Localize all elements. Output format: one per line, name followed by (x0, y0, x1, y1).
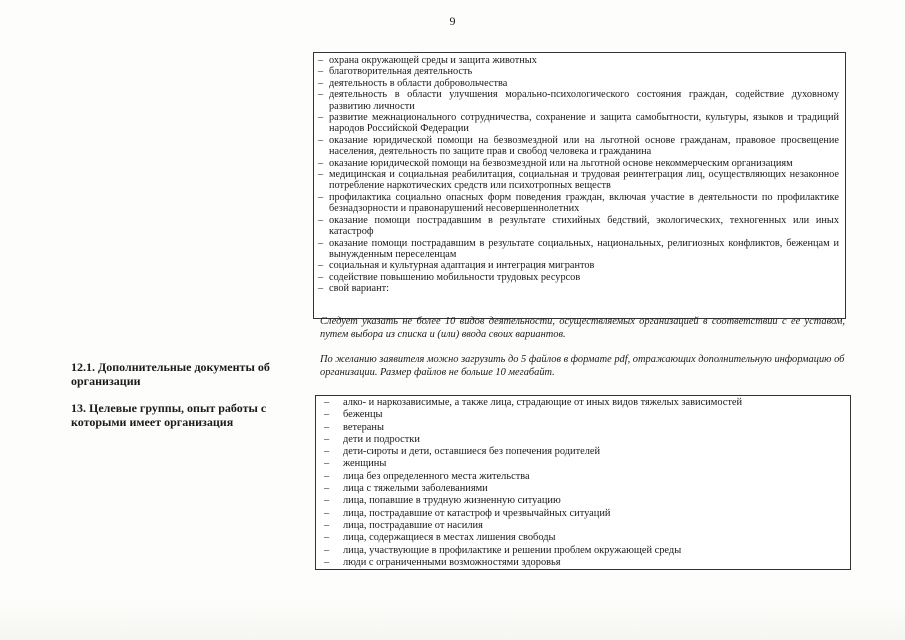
target-groups-box (315, 395, 851, 570)
list-item[interactable]: – ветераны (320, 422, 844, 434)
scan-shadow (0, 600, 905, 640)
activities-list (318, 55, 839, 295)
list-item[interactable]: – лица без определенного места жительства (320, 471, 844, 483)
activities-list-box (313, 52, 846, 319)
list-item[interactable]: – дети и подростки (320, 434, 844, 446)
section-12-1-note: По желанию заявителя можно загрузить до 5 файлов в формате pdf, отражающих дополнительную информацию об организации. Размер файлов не больше 10 мегабайт. (320, 354, 845, 378)
list-item-custom-option[interactable]: – свой вариант: (318, 283, 839, 294)
section-13-heading: 13. Целевые группы, опыт работы с которыми имеет организация (71, 401, 267, 429)
list-item[interactable]: – социальная и культурная адаптация и интеграция мигрантов (318, 260, 839, 271)
list-item[interactable]: – охрана окружающей среды и защита животных (318, 55, 839, 66)
list-item[interactable]: – лица, содержащиеся в местах лишения свободы (320, 532, 844, 544)
list-item[interactable]: – лица, пострадавшие от катастроф и чрезвычайных ситуаций (320, 508, 844, 520)
list-item[interactable]: – беженцы (320, 409, 844, 421)
list-item[interactable]: – профилактика социально опасных форм поведения граждан, включая участие в деятельности по профилактике безнадзорности и правонарушений несовершеннолетних (318, 192, 839, 215)
list-item[interactable]: – алко- и наркозависимые, а также лица, страдающие от иных видов тяжелых зависимостей (320, 397, 844, 409)
list-item[interactable]: – люди с ограниченными возможностями здоровья (320, 557, 844, 569)
list-item[interactable]: – деятельность в области улучшения морально-психологического состояния граждан, содействие духовному развитию личности (318, 89, 839, 112)
list-item[interactable]: – оказание юридической помощи на безвозмездной или на льготной основе гражданам, правовое просвещение населения, деятельность по защите прав и свобод человека и гражданина (318, 135, 839, 158)
list-item[interactable]: – медицинская и социальная реабилитация, социальная и трудовая реинтеграция лиц, осуществляющих незаконное потребление наркотических средств или психотропных веществ (318, 169, 839, 192)
list-item[interactable]: – оказание помощи пострадавшим в результате социальных, национальных, религиозных конфликтов, беженцам и вынужденным переселенцам (318, 238, 839, 261)
list-item[interactable]: – благотворительная деятельность (318, 66, 839, 77)
list-item[interactable]: – деятельность в области добровольчества (318, 78, 839, 89)
list-item[interactable]: – лица, участвующие в профилактике и решении проблем окружающей среды (320, 545, 844, 557)
list-item[interactable]: – развитие межнационального сотрудничества, сохранение и защита самобытности, культуры, языков и традиций народов Российской Федерации (318, 112, 839, 135)
list-item[interactable]: – оказание юридической помощи на безвозмездной или на льготной основе некоммерческим организациям (318, 158, 839, 169)
list-item[interactable]: – содействие повышению мобильности трудовых ресурсов (318, 272, 839, 283)
list-item[interactable]: – лица, попавшие в трудную жизненную ситуацию (320, 495, 844, 507)
list-item[interactable]: – оказание помощи пострадавшим в результате стихийных бедствий, экологических, техногенных или иных катастроф (318, 215, 839, 238)
section-12-1-heading: 12.1. Дополнительные документы об организации (71, 360, 270, 388)
activities-note: Следует указать не более 10 видов деятельности, осуществляемых организацией в соответствии с ее уставом, путем выбора из списка и (или) ввода своих вариантов. (320, 316, 845, 340)
list-item[interactable]: – лица с тяжелыми заболеваниями (320, 483, 844, 495)
list-item[interactable]: – лица, пострадавшие от насилия (320, 520, 844, 532)
list-item[interactable]: – женщины (320, 458, 844, 470)
target-groups-list (320, 397, 844, 569)
list-item[interactable]: – дети-сироты и дети, оставшиеся без попечения родителей (320, 446, 844, 458)
page-number: 9 (449, 14, 456, 28)
